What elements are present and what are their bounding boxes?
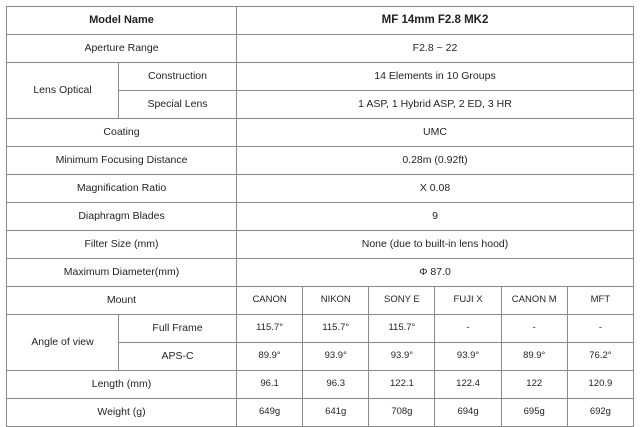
mount-column-header: FUJI X [435, 287, 501, 315]
row-value-coating: UMC [237, 119, 634, 147]
lens-specification-table [6, 6, 634, 427]
mount-column-header: SONY E [369, 287, 435, 315]
row-label-magnification-ratio: Magnification Ratio [7, 175, 237, 203]
row-label-diaphragm-blades: Diaphragm Blades [7, 203, 237, 231]
row-label-special-lens: Special Lens [119, 91, 237, 119]
row-label-filter-size: Filter Size (mm) [7, 231, 237, 259]
mount-column-header: CANON [237, 287, 303, 315]
table-cell: 122.4 [435, 371, 501, 399]
row-value-filter-size: None (due to built-in lens hood) [237, 231, 634, 259]
table-cell: 115.7° [303, 315, 369, 343]
table-cell: 694g [435, 399, 501, 427]
table-cell: 122 [501, 371, 567, 399]
table-row-coating [7, 119, 634, 147]
row-value-construction: 14 Elements in 10 Groups [237, 63, 634, 91]
table-cell: 96.1 [237, 371, 303, 399]
row-label-weight: Weight (g) [7, 399, 237, 427]
mount-column-header: NIKON [303, 287, 369, 315]
row-label-aperture-range: Aperture Range [7, 35, 237, 63]
table-cell: 115.7° [369, 315, 435, 343]
row-value-maximum-diameter: Φ 87.0 [237, 259, 634, 287]
model-name-label: Model Name [7, 7, 237, 35]
row-value-special-lens: 1 ASP, 1 Hybrid ASP, 2 ED, 3 HR [237, 91, 634, 119]
table-cell: 93.9° [435, 343, 501, 371]
table-cell: 695g [501, 399, 567, 427]
table-cell: 641g [303, 399, 369, 427]
table-row-diaphragm-blades [7, 203, 634, 231]
table-row-mount [7, 287, 634, 315]
table-cell: 93.9° [303, 343, 369, 371]
table-cell: 120.9 [567, 371, 633, 399]
row-label-coating: Coating [7, 119, 237, 147]
table-row-filter-size [7, 231, 634, 259]
row-label-aps-c: APS-C [119, 343, 237, 371]
row-value-diaphragm-blades: 9 [237, 203, 634, 231]
table-row-angle-of-view-full-frame [7, 315, 634, 343]
table-row-length [7, 371, 634, 399]
row-label-full-frame: Full Frame [119, 315, 237, 343]
table-row-aperture-range [7, 35, 634, 63]
row-label-maximum-diameter: Maximum Diameter(mm) [7, 259, 237, 287]
group-label-lens-optical: Lens Optical [7, 63, 119, 119]
table-cell: 96.3 [303, 371, 369, 399]
row-label-minimum-focusing-distance: Minimum Focusing Distance [7, 147, 237, 175]
group-label-angle-of-view: Angle of view [7, 315, 119, 371]
row-value-magnification-ratio: X 0.08 [237, 175, 634, 203]
table-cell: 115.7° [237, 315, 303, 343]
table-row-magnification-ratio [7, 175, 634, 203]
row-value-aperture-range: F2.8 ~ 22 [237, 35, 634, 63]
table-cell: 122.1 [369, 371, 435, 399]
table-cell: 76.2° [567, 343, 633, 371]
row-label-construction: Construction [119, 63, 237, 91]
table-cell: - [501, 315, 567, 343]
row-label-mount: Mount [7, 287, 237, 315]
table-cell: 692g [567, 399, 633, 427]
model-name-value: MF 14mm F2.8 MK2 [237, 7, 634, 35]
table-cell: 708g [369, 399, 435, 427]
table-row-maximum-diameter [7, 259, 634, 287]
table-cell: 89.9° [501, 343, 567, 371]
row-value-minimum-focusing-distance: 0.28m (0.92ft) [237, 147, 634, 175]
table-cell: 89.9° [237, 343, 303, 371]
mount-column-header: MFT [567, 287, 633, 315]
table-cell: - [435, 315, 501, 343]
table-cell: 649g [237, 399, 303, 427]
table-row-minimum-focusing-distance [7, 147, 634, 175]
table-cell: 93.9° [369, 343, 435, 371]
table-row-weight [7, 399, 634, 427]
table-row-model-name [7, 7, 634, 35]
table-cell: - [567, 315, 633, 343]
table-row-construction [7, 63, 634, 91]
row-label-length: Length (mm) [7, 371, 237, 399]
mount-column-header: CANON M [501, 287, 567, 315]
